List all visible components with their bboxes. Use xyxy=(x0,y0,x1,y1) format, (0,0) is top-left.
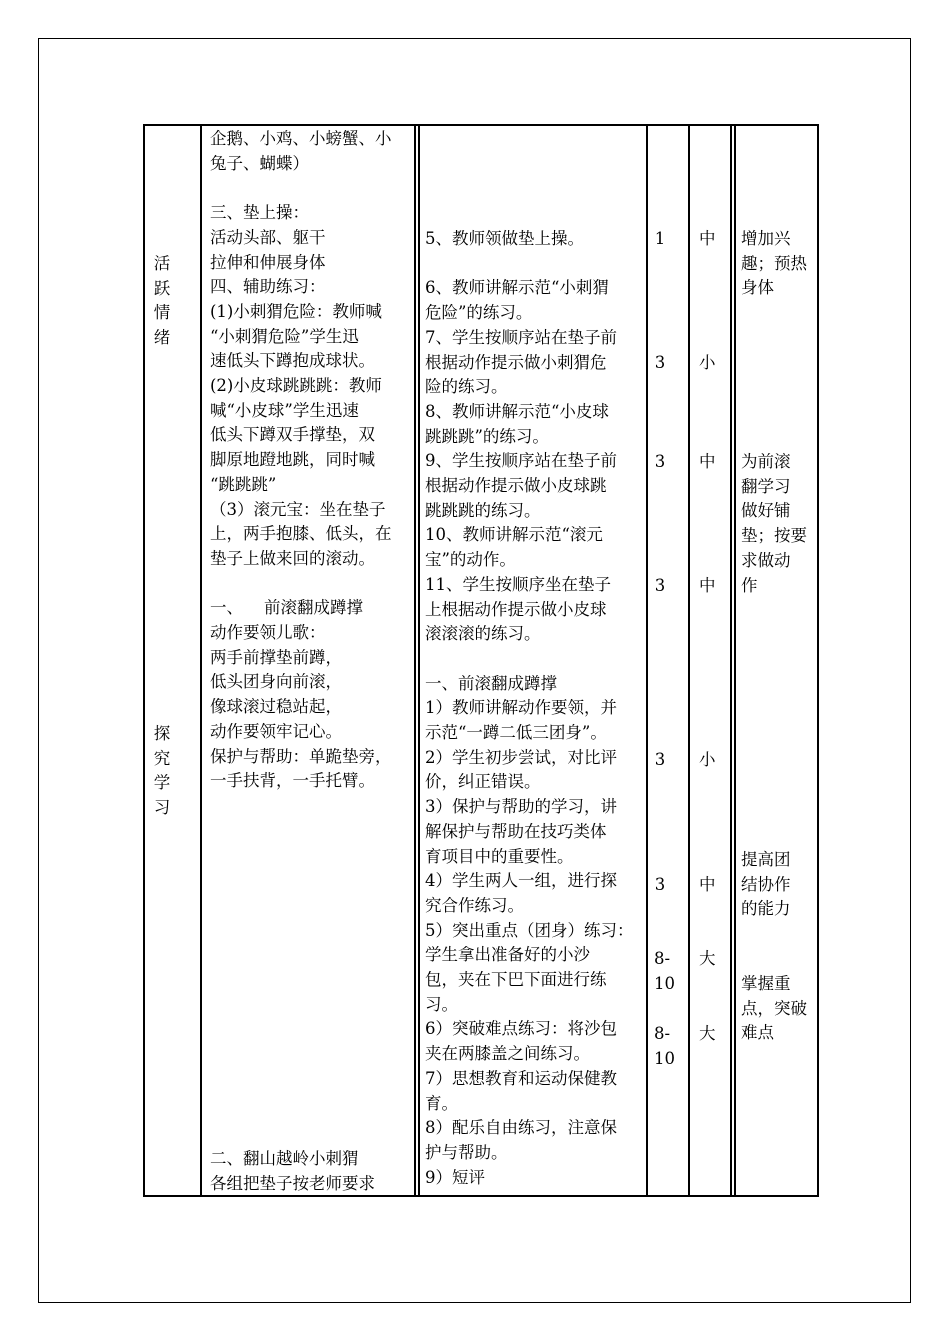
text-line: 企鹅、小鸡、小螃蟹、小 xyxy=(210,129,392,148)
text-line: 上根据动作提示做小皮球 xyxy=(425,599,607,619)
text-line: 低头团身向前滚， xyxy=(210,672,342,692)
text-line: 6）突破难点练习：将沙包 xyxy=(425,1019,617,1039)
intensity-1: 中 xyxy=(699,229,716,248)
time-5: 3 xyxy=(654,750,666,769)
text-line: 11、学生按顺序坐在垫子 xyxy=(425,574,611,594)
text-line: 6、教师讲解示范“小刺猬 xyxy=(425,278,609,298)
text-line: 动作要领牢记心。 xyxy=(210,721,342,741)
text-line: 包，夹在下巴下面进行练 xyxy=(425,970,607,989)
text-line: 示范“一蹲二低三团身”。 xyxy=(425,723,607,742)
text-line: 脚原地蹬地跳，同时喊 xyxy=(210,450,375,470)
text-line: 7）思想教育和运动保健教 xyxy=(425,1068,617,1088)
text-line: 跳跳跳”的练习。 xyxy=(425,426,549,446)
text-line: 四、辅助练习： xyxy=(210,277,326,297)
goal-4: 掌握重 点，突破 难点 xyxy=(741,974,807,1043)
text-line: 夹在两膝盖之间练习。 xyxy=(425,1044,590,1064)
text-line: 8、教师讲解示范“小皮球 xyxy=(425,401,609,421)
text-line: 一手扶背，一手托臂。 xyxy=(210,771,375,791)
text-line: 宝”的动作。 xyxy=(425,550,516,570)
goal-3: 提高团 结协作 的能力 xyxy=(741,850,791,919)
col-border-5 xyxy=(688,124,690,1196)
text-line: 一、前滚翻成蹲撑 xyxy=(425,673,557,693)
text-line: 7、学生按顺序站在垫子前 xyxy=(425,327,617,347)
goal-1: 增加兴 趣；预热 身体 xyxy=(741,229,807,298)
text-line: 保护与帮助：单跪垫旁， xyxy=(210,746,392,766)
text-line: 二、翻山越岭小刺猬 xyxy=(210,1149,359,1168)
col-border-3 xyxy=(414,124,416,1196)
text-line: 8）配乐自由练习，注意保 xyxy=(425,1118,617,1138)
time-6: 3 xyxy=(654,875,666,894)
intensity-6: 中 xyxy=(699,875,716,894)
intensity-4: 中 xyxy=(699,576,716,595)
text-line: （3）滚元宝：坐在垫子 xyxy=(210,499,386,519)
text-line: 5）突出重点（团身）练习： xyxy=(425,920,634,940)
text-line: 育。 xyxy=(425,1093,458,1113)
text-line: 三、垫上操： xyxy=(210,203,309,223)
text-line: 低头下蹲双手撑垫，双 xyxy=(210,425,375,445)
section-explore-label: 探 究 学 习 xyxy=(153,724,171,818)
text-line: 究合作练习。 xyxy=(425,895,524,915)
intensity-8: 大 xyxy=(699,1024,716,1043)
text-line: 两手前撑垫前蹲， xyxy=(210,647,342,667)
intensity-3: 中 xyxy=(699,452,716,471)
text-line: 一、 前滚翻成蹲撑 xyxy=(210,598,363,618)
time-1: 1 xyxy=(654,229,666,248)
text-line: 险的练习。 xyxy=(425,377,508,397)
table-top-border xyxy=(143,124,819,126)
text-line: 1）教师讲解动作要领，并 xyxy=(425,698,617,718)
col-border-7 xyxy=(817,124,819,1196)
text-line: 9）短评 xyxy=(425,1167,485,1187)
col-border-3b xyxy=(418,124,420,1196)
text-line: 3）保护与帮助的学习，讲 xyxy=(425,797,617,817)
text-line: 速低头下蹲抱成球状。 xyxy=(210,351,375,371)
time-7: 8- 10 xyxy=(654,949,675,993)
text-line: 9、学生按顺序站在垫子前 xyxy=(425,451,617,471)
text-line: 垫子上做来回的滚动。 xyxy=(210,548,375,568)
text-line: 跳跳跳的练习。 xyxy=(425,500,541,520)
time-2: 3 xyxy=(654,353,666,372)
text-line: 10、教师讲解示范“滚元 xyxy=(425,525,603,545)
text-line: 2）学生初步尝试，对比评 xyxy=(425,747,617,767)
intensity-5: 小 xyxy=(699,750,716,769)
text-line: 习。 xyxy=(425,994,458,1014)
text-line: 喊“小皮球”学生迅速 xyxy=(210,400,359,420)
text-line: 滚滚滚的练习。 xyxy=(425,624,541,644)
goal-2: 为前滚 翻学习 做好铺 垫；按要 求做动 作 xyxy=(741,452,807,595)
text-line: 拉伸和伸展身体 xyxy=(210,252,326,272)
col-border-1 xyxy=(143,124,145,1196)
text-line: 危险”的练习。 xyxy=(425,303,533,323)
text-line: 4）学生两人一组，进行探 xyxy=(425,871,617,891)
text-line: 价，纠正错误。 xyxy=(425,772,541,792)
col-border-4 xyxy=(646,124,648,1196)
text-line: 上，两手抱膝、低头，在 xyxy=(210,524,392,544)
text-line: 根据动作提示做小皮球跳 xyxy=(425,476,607,495)
text-line: 解保护与帮助在技巧类体 xyxy=(425,821,607,841)
text-line: (1)小刺猬危险：教师喊 xyxy=(210,301,382,321)
text-line: 育项目中的重要性。 xyxy=(425,846,574,866)
text-line: 活动头部、躯干 xyxy=(210,227,326,247)
text-line: “跳跳跳” xyxy=(210,474,277,494)
intensity-7: 大 xyxy=(699,949,716,968)
time-4: 3 xyxy=(654,576,666,595)
text-line: 根据动作提示做小刺猬危 xyxy=(425,352,607,372)
intensity-2: 小 xyxy=(699,353,716,372)
text-line: 兔子、蝴蝶） xyxy=(210,153,309,173)
text-line: (2)小皮球跳跳跳：教师 xyxy=(210,376,382,395)
text-line: 护与帮助。 xyxy=(425,1142,508,1162)
text-line: “小刺猬危险”学生迅 xyxy=(210,326,359,346)
text-line: 学生拿出准备好的小沙 xyxy=(425,945,590,965)
text-line: 各组把垫子按老师要求 xyxy=(210,1173,375,1193)
col-border-6 xyxy=(730,124,732,1196)
text-line: 5、教师领做垫上操。 xyxy=(425,229,584,248)
time-3: 3 xyxy=(654,452,666,471)
text-line: 动作要领儿歌： xyxy=(210,623,326,642)
col-border-6b xyxy=(734,124,736,1196)
text-line: 像球滚过稳站起， xyxy=(210,697,342,717)
time-8: 8- 10 xyxy=(654,1024,675,1068)
col-border-2 xyxy=(200,124,202,1196)
section-warmup-label: 活 跃 情 绪 xyxy=(153,254,171,348)
